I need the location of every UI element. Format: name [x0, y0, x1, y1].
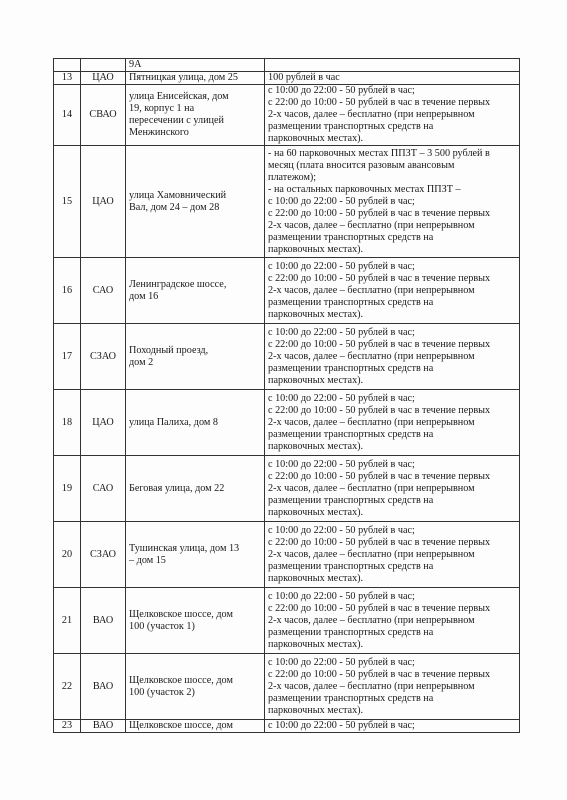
cell-address	[126, 522, 265, 588]
tariff-line: 2-х часов, далее – бесплатно (при непрерывном	[268, 416, 475, 428]
cell-tariff	[265, 588, 520, 654]
tariff-line: с 22:00 до 10:00 - 50 рублей в час в течение первых	[268, 536, 491, 548]
tariff-line: 2-х часов, далее – бесплатно (при непрерывном	[268, 680, 475, 692]
table-row	[54, 456, 520, 522]
cell-num: 14	[54, 85, 81, 146]
cell-address	[126, 72, 265, 85]
tariff-line: размещении транспортных средств на	[268, 362, 434, 374]
tariff-line: - на 60 парковочных местах ППЗТ – 3 500 рублей в	[268, 147, 490, 159]
cell-address	[126, 588, 265, 654]
address-text: улица Хамовнический Вал, дом 24 – дом 28	[129, 189, 227, 213]
cell-num: 15	[54, 146, 81, 258]
cell-district: ВАО	[81, 588, 126, 654]
cell-tariff	[265, 720, 520, 733]
tariff-line: размещении транспортных средств на	[268, 296, 434, 308]
table-row	[54, 72, 520, 85]
tariff-line: парковочных местах).	[268, 572, 364, 584]
tariff-line: размещении транспортных средств на	[268, 428, 434, 440]
cell-num: 18	[54, 390, 81, 456]
tariff-line: 100 рублей в час	[268, 72, 340, 83]
address-text: улица Палиха, дом 8	[129, 416, 218, 428]
table-row	[54, 324, 520, 390]
parking-tariff-table	[53, 58, 520, 733]
cell-district: ЦАО	[81, 146, 126, 258]
address-text: улица Енисейская, дом 19, корпус 1 на пересечении с улицей Менжинского	[129, 91, 229, 138]
address-text: Щелковское шоссе, дом	[129, 720, 233, 731]
tariff-line: с 22:00 до 10:00 - 50 рублей в час в течение первых	[268, 338, 491, 350]
table-row	[54, 654, 520, 720]
cell-tariff	[265, 654, 520, 720]
cell-tariff	[265, 72, 520, 85]
tariff-line: парковочных местах).	[268, 638, 364, 650]
tariff-line: размещении транспортных средств на	[268, 626, 434, 638]
cell-num: 22	[54, 654, 81, 720]
address-text: Щелковское шоссе, дом 100 (участок 2)	[129, 674, 233, 698]
tariff-line: размещении транспортных средств на	[268, 231, 434, 243]
tariff-line: с 10:00 до 22:00 - 50 рублей в час;	[268, 524, 415, 536]
tariff-line: 2-х часов, далее – бесплатно (при непрерывном	[268, 614, 475, 626]
cell-num: 20	[54, 522, 81, 588]
tariff-line: месяц (плата вносится разовым авансовым	[268, 159, 455, 171]
tariff-line: с 10:00 до 22:00 - 50 рублей в час;	[268, 85, 415, 96]
cell-address	[126, 456, 265, 522]
cell-address	[126, 146, 265, 258]
tariff-line: с 10:00 до 22:00 - 50 рублей в час;	[268, 458, 415, 470]
tariff-line: с 22:00 до 10:00 - 50 рублей в час в течение первых	[268, 272, 491, 284]
cell-tariff	[265, 522, 520, 588]
cell-district: СЗАО	[81, 324, 126, 390]
tariff-line: с 10:00 до 22:00 - 50 рублей в час;	[268, 260, 415, 272]
tariff-line: 2-х часов, далее – бесплатно (при непрерывном	[268, 219, 475, 231]
cell-address: 9А	[126, 59, 265, 72]
tariff-line: размещении транспортных средств на	[268, 121, 434, 132]
tariff-line: с 22:00 до 10:00 - 50 рублей в час в течение первых	[268, 602, 491, 614]
tariff-line: с 22:00 до 10:00 - 50 рублей в час в течение первых	[268, 668, 491, 680]
cell-district	[81, 59, 126, 72]
tariff-line: парковочных местах).	[268, 308, 364, 320]
table-row	[54, 146, 520, 258]
cell-address	[126, 85, 265, 146]
cell-num: 23	[54, 720, 81, 733]
address-text: Щелковское шоссе, дом 100 (участок 1)	[129, 608, 233, 632]
tariff-line: с 10:00 до 22:00 - 50 рублей в час;	[268, 720, 415, 731]
cell-tariff	[265, 456, 520, 522]
cell-district: ЦАО	[81, 72, 126, 85]
cell-district: СЗАО	[81, 522, 126, 588]
tariff-line: 2-х часов, далее – бесплатно (при непрерывном	[268, 350, 475, 362]
cell-district: ЦАО	[81, 390, 126, 456]
tariff-line: парковочных местах).	[268, 704, 364, 716]
cell-num: 13	[54, 72, 81, 85]
tariff-line: 2-х часов, далее – бесплатно (при непрерывном	[268, 284, 475, 296]
tariff-line: с 10:00 до 22:00 - 50 рублей в час;	[268, 326, 415, 338]
tariff-line: парковочных местах).	[268, 243, 364, 255]
cell-address	[126, 720, 265, 733]
tariff-line: 2-х часов, далее – бесплатно (при непрерывном	[268, 109, 475, 120]
tariff-line: - на остальных парковочных местах ППЗТ –	[268, 183, 461, 195]
cell-num: 16	[54, 258, 81, 324]
table-row	[54, 258, 520, 324]
cell-tariff	[265, 59, 520, 72]
table-row	[54, 390, 520, 456]
address-text: Тушинская улица, дом 13 – дом 15	[129, 542, 240, 566]
tariff-line: с 10:00 до 22:00 - 50 рублей в час;	[268, 392, 415, 404]
cell-num: 19	[54, 456, 81, 522]
address-text: Пятницкая улица, дом 25	[129, 72, 238, 83]
cell-district: СВАО	[81, 85, 126, 146]
cell-district: ВАО	[81, 654, 126, 720]
cell-num: 21	[54, 588, 81, 654]
tariff-line: парковочных местах).	[268, 506, 364, 518]
tariff-line: с 10:00 до 22:00 - 50 рублей в час;	[268, 195, 415, 207]
cell-tariff	[265, 85, 520, 146]
cell-address	[126, 654, 265, 720]
cell-num: 17	[54, 324, 81, 390]
tariff-line: с 22:00 до 10:00 - 50 рублей в час в течение первых	[268, 470, 491, 482]
cell-tariff	[265, 258, 520, 324]
tariff-line: парковочных местах).	[268, 374, 364, 386]
address-text: Беговая улица, дом 22	[129, 482, 225, 494]
table-row	[54, 588, 520, 654]
table-row-continuation	[54, 59, 520, 72]
tariff-line: платежом);	[268, 171, 317, 183]
tariff-line: с 10:00 до 22:00 - 50 рублей в час;	[268, 590, 415, 602]
cell-tariff	[265, 390, 520, 456]
tariff-line: размещении транспортных средств на	[268, 494, 434, 506]
table-row	[54, 720, 520, 733]
tariff-line: 2-х часов, далее – бесплатно (при непрерывном	[268, 482, 475, 494]
tariff-line: размещении транспортных средств на	[268, 692, 434, 704]
cell-district: САО	[81, 258, 126, 324]
cell-district: ВАО	[81, 720, 126, 733]
tariff-line: 2-х часов, далее – бесплатно (при непрерывном	[268, 548, 475, 560]
tariff-line: с 22:00 до 10:00 - 50 рублей в час в течение первых	[268, 97, 491, 108]
cell-address	[126, 324, 265, 390]
table-row	[54, 522, 520, 588]
address-text: Походный проезд, дом 2	[129, 344, 209, 368]
tariff-line: размещении транспортных средств на	[268, 560, 434, 572]
cell-tariff	[265, 324, 520, 390]
cell-tariff	[265, 146, 520, 258]
cell-district: САО	[81, 456, 126, 522]
cell-address	[126, 258, 265, 324]
tariff-line: с 10:00 до 22:00 - 50 рублей в час;	[268, 656, 415, 668]
cell-num	[54, 59, 81, 72]
address-text: Ленинградское шоссе, дом 16	[129, 278, 227, 302]
tariff-line: парковочных местах).	[268, 440, 364, 452]
tariff-line: с 22:00 до 10:00 - 50 рублей в час в течение первых	[268, 404, 491, 416]
tariff-line: с 22:00 до 10:00 - 50 рублей в час в течение первых	[268, 207, 491, 219]
tariff-line: парковочных местах).	[268, 133, 364, 144]
cell-address	[126, 390, 265, 456]
table-row	[54, 85, 520, 146]
